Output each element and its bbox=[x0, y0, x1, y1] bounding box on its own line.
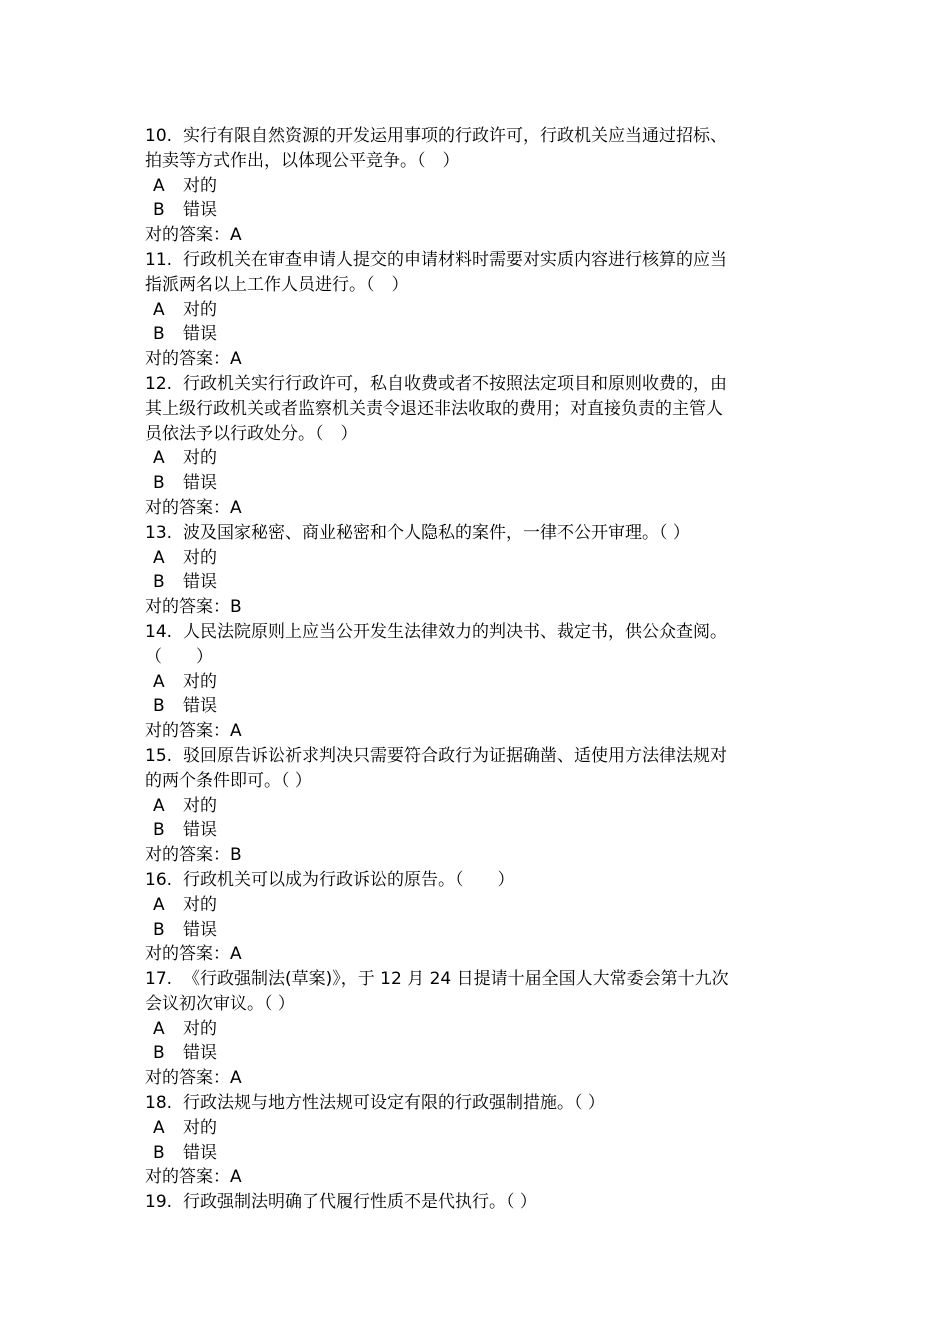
question-block bbox=[145, 248, 805, 372]
question-number: 10. bbox=[145, 126, 173, 146]
question-text-continuation bbox=[145, 992, 805, 1017]
option-letter: A bbox=[153, 671, 165, 692]
option-text: 对的 bbox=[183, 1117, 217, 1138]
option-text: 错误 bbox=[183, 324, 217, 345]
question-line: 会议初次审议。（ ） bbox=[145, 993, 295, 1014]
option-text: 错误 bbox=[183, 1043, 217, 1064]
answer-option bbox=[145, 298, 805, 323]
question-text bbox=[145, 248, 805, 273]
question-line: 行政强制法明确了代履行性质不是代执行。（ ） bbox=[183, 1192, 537, 1213]
answer-option bbox=[145, 918, 805, 943]
option-letter: B bbox=[153, 200, 165, 221]
option-text: 错误 bbox=[183, 1142, 217, 1163]
question-text-continuation bbox=[145, 422, 805, 447]
question-line: 行政机关可以成为行政诉讼的原告。（ ） bbox=[183, 869, 515, 890]
answer-option bbox=[145, 1116, 805, 1141]
correct-answer: 对的答案：A bbox=[145, 944, 242, 965]
answer-option bbox=[145, 471, 805, 496]
question-line: 的两个条件即可。（ ） bbox=[145, 770, 312, 791]
question-number: 17. bbox=[145, 969, 173, 990]
option-text: 对的 bbox=[183, 795, 217, 816]
correct-answer: 对的答案：A bbox=[145, 1068, 242, 1089]
option-text: 对的 bbox=[183, 671, 217, 692]
question-text-continuation bbox=[145, 397, 805, 422]
option-text: 错误 bbox=[183, 696, 217, 717]
option-letter: A bbox=[153, 175, 165, 196]
question-block bbox=[145, 967, 805, 1091]
option-text: 错误 bbox=[183, 473, 217, 494]
option-letter: B bbox=[153, 919, 165, 940]
question-line: 行政机关在审查申请人提交的申请材料时需要对实质内容进行核算的应当 bbox=[183, 249, 727, 270]
correct-answer: 对的答案：A bbox=[145, 1167, 242, 1188]
question-line: 行政机关实行行政许可，私自收费或者不按照法定项目和原则收费的，由 bbox=[183, 373, 727, 394]
correct-answer: 对的答案：A bbox=[145, 497, 242, 518]
option-letter: A bbox=[153, 1117, 165, 1138]
question-block bbox=[145, 868, 805, 967]
option-letter: A bbox=[153, 795, 165, 816]
question-block bbox=[145, 521, 805, 620]
answer-option bbox=[145, 174, 805, 199]
question-text bbox=[145, 124, 805, 149]
option-text: 错误 bbox=[183, 200, 217, 221]
option-text: 错误 bbox=[183, 919, 217, 940]
question-text bbox=[145, 1091, 805, 1116]
answer-option bbox=[145, 570, 805, 595]
question-block bbox=[145, 1190, 805, 1215]
answer-option bbox=[145, 670, 805, 695]
question-text bbox=[145, 744, 805, 769]
question-text-continuation bbox=[145, 273, 805, 298]
option-letter: A bbox=[153, 894, 165, 915]
question-line: 其上级行政机关或者监察机关责令退还非法收取的费用；对直接负责的主管人 bbox=[145, 398, 723, 419]
question-line: 指派两名以上工作人员进行。（ ） bbox=[145, 274, 409, 295]
question-text-continuation bbox=[145, 645, 805, 670]
correct-answer: 对的答案：A bbox=[145, 225, 242, 246]
option-letter: B bbox=[153, 820, 165, 841]
question-block bbox=[145, 620, 805, 744]
question-line: （ ） bbox=[145, 646, 213, 667]
question-line: 拍卖等方式作出，以体现公平竞争。（ ） bbox=[145, 150, 460, 171]
answer-option bbox=[145, 794, 805, 819]
question-line: 实行有限自然资源的开发运用事项的行政许可，行政机关应当通过招标、 bbox=[183, 126, 727, 146]
question-text bbox=[145, 372, 805, 397]
option-text: 错误 bbox=[183, 572, 217, 593]
question-text bbox=[145, 521, 805, 546]
option-text: 对的 bbox=[183, 175, 217, 196]
answer-option bbox=[145, 1141, 805, 1166]
question-number: 19. bbox=[145, 1192, 173, 1213]
question-number: 18. bbox=[145, 1093, 173, 1114]
correct-answer: 对的答案：A bbox=[145, 349, 242, 370]
option-letter: B bbox=[153, 572, 165, 593]
question-number: 12. bbox=[145, 373, 173, 394]
question-line: 员依法予以行政处分。（ ） bbox=[145, 423, 358, 444]
question-text bbox=[145, 868, 805, 893]
answer-option bbox=[145, 818, 805, 843]
question-block bbox=[145, 124, 805, 248]
question-block bbox=[145, 1091, 805, 1190]
option-letter: B bbox=[153, 696, 165, 717]
correct-answer: 对的答案：A bbox=[145, 721, 242, 742]
question-line: 《行政强制法(草案)》，于 12 月 24 日提请十届全国人大常委会第十九次 bbox=[183, 969, 729, 990]
document-page bbox=[145, 124, 805, 1215]
option-text: 对的 bbox=[183, 1018, 217, 1039]
option-letter: B bbox=[153, 324, 165, 345]
option-letter: A bbox=[153, 547, 165, 568]
option-text: 对的 bbox=[183, 894, 217, 915]
option-text: 对的 bbox=[183, 299, 217, 320]
option-letter: B bbox=[153, 1043, 165, 1064]
answer-option bbox=[145, 198, 805, 223]
question-line: 驳回原告诉讼祈求判决只需要符合政行为证据确凿、适使用方法律法规对 bbox=[183, 745, 727, 766]
option-text: 对的 bbox=[183, 547, 217, 568]
question-text bbox=[145, 967, 805, 992]
question-text bbox=[145, 1190, 805, 1215]
question-number: 15. bbox=[145, 745, 173, 766]
option-text: 错误 bbox=[183, 820, 217, 841]
answer-option bbox=[145, 446, 805, 471]
option-letter: A bbox=[153, 299, 165, 320]
answer-option bbox=[145, 322, 805, 347]
question-number: 16. bbox=[145, 869, 173, 890]
question-number: 11. bbox=[145, 249, 173, 270]
option-letter: A bbox=[153, 448, 165, 469]
option-letter: A bbox=[153, 1018, 165, 1039]
question-number: 13. bbox=[145, 522, 173, 543]
question-text-continuation bbox=[145, 149, 805, 174]
answer-option bbox=[145, 1017, 805, 1042]
question-block bbox=[145, 744, 805, 868]
question-text-continuation bbox=[145, 769, 805, 794]
answer-option bbox=[145, 694, 805, 719]
question-line: 人民法院原则上应当公开发生法律效力的判决书、裁定书，供公众查阅。 bbox=[183, 621, 727, 642]
option-letter: B bbox=[153, 473, 165, 494]
question-number: 14. bbox=[145, 621, 173, 642]
question-block bbox=[145, 372, 805, 521]
question-text bbox=[145, 620, 805, 645]
option-letter: B bbox=[153, 1142, 165, 1163]
question-line: 行政法规与地方性法规可设定有限的行政强制措施。（ ） bbox=[183, 1093, 605, 1114]
answer-option bbox=[145, 893, 805, 918]
correct-answer: 对的答案：B bbox=[145, 845, 242, 866]
answer-option bbox=[145, 546, 805, 571]
question-line: 波及国家秘密、商业秘密和个人隐私的案件，一律不公开审理。（ ） bbox=[183, 522, 690, 543]
answer-option bbox=[145, 1041, 805, 1066]
option-text: 对的 bbox=[183, 448, 217, 469]
correct-answer: 对的答案：B bbox=[145, 597, 242, 618]
